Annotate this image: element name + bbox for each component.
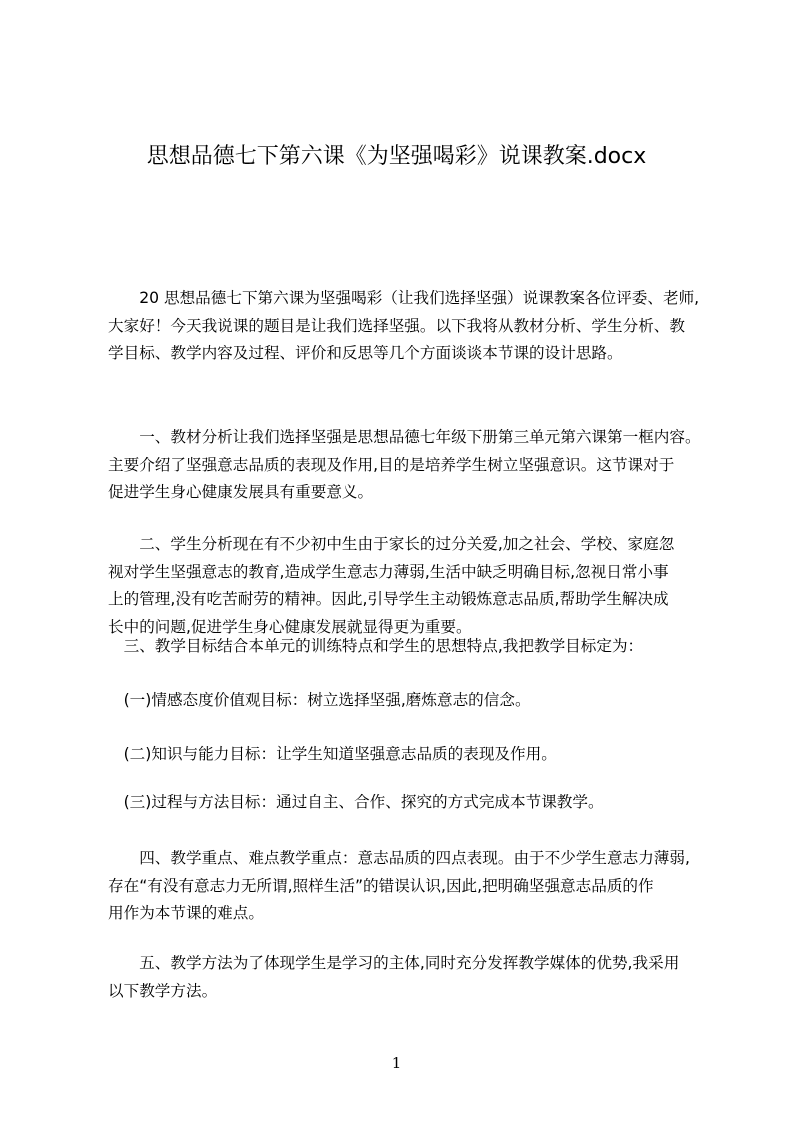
- paragraph-line: 大家好！今天我说课的题目是让我们选择坚强。以下我将从教材分析、学生分析、教: [108, 316, 685, 335]
- paragraph-line: 用作为本节课的难点。: [108, 904, 264, 922]
- paragraph-line: (三)过程与方法目标：通过自主、合作、探究的方式完成本节课教学。: [108, 793, 604, 811]
- paragraph-line: (二)知识与能力目标：让学生知道坚强意志品质的表现及作用。: [108, 745, 557, 763]
- paragraph-line: (一)情感态度价值观目标：树立选择坚强,磨炼意志的信念。: [108, 691, 531, 709]
- paragraph-line: 长中的问题,促进学生身心健康发展就显得更为重要。: [108, 617, 472, 636]
- paragraph-line: 二、学生分析现在有不少初中生由于家长的过分关爱,加之社会、学校、家庭忽: [108, 535, 675, 553]
- paragraph-line: 学目标、教学内容及过程、评价和反思等几个方面谈谈本节课的设计思路。: [108, 344, 623, 362]
- paragraph-line: 以下教学方法。: [108, 981, 218, 1000]
- paragraph-line: 四、教学重点、难点教学重点：意志品质的四点表现。由于不少学生意志力薄弱,: [108, 849, 690, 867]
- paragraph: [108, 687, 698, 715]
- paragraph-line: 一、教材分析让我们选择坚强是思想品德七年级下册第三单元第六课第一框内容。: [108, 428, 701, 446]
- paragraph: [108, 741, 698, 769]
- paragraph-line: 三、教学目标结合本单元的训练特点和学生的思想特点,我把教学目标定为：: [108, 637, 644, 655]
- paragraph: [108, 633, 698, 661]
- paragraph-line: 上的管理,没有吃苦耐劳的精神。因此,引导学生主动锻炼意志品质,帮助学生解决成: [108, 590, 669, 608]
- paragraph-line: 五、教学方法为了体现学生是学习的主体,同时充分发挥教学媒体的优势,我采用: [108, 954, 680, 972]
- paragraph: [108, 845, 698, 928]
- paragraph: [108, 531, 698, 641]
- paragraph: [108, 789, 698, 817]
- page-number: 1: [391, 1054, 402, 1072]
- paragraph-line: 视对学生坚强意志的教育,造成学生意志力薄弱,生活中缺乏明确目标,忽视日常小事: [108, 562, 669, 581]
- paragraph-line: 存在“有没有意志力无所谓,照样生活”的错误认识,因此,把明确坚强意志品质的作: [108, 876, 654, 895]
- paragraph-line: 主要介绍了坚强意志品质的表现及作用,目的是培养学生树立坚强意识。这节课对于: [108, 455, 675, 474]
- document-title: 思想品德七下第六课《为坚强喝彩》说课教案.docx: [146, 144, 647, 169]
- paragraph: [108, 285, 698, 368]
- paragraph-line: 20 思想品德七下第六课为坚强喝彩（让我们选择坚强）说课教案各位评委、老师,: [108, 289, 700, 307]
- paragraph: [108, 424, 701, 507]
- paragraph: [108, 950, 698, 1005]
- paragraph-line: 促进学生身心健康发展具有重要意义。: [108, 483, 374, 501]
